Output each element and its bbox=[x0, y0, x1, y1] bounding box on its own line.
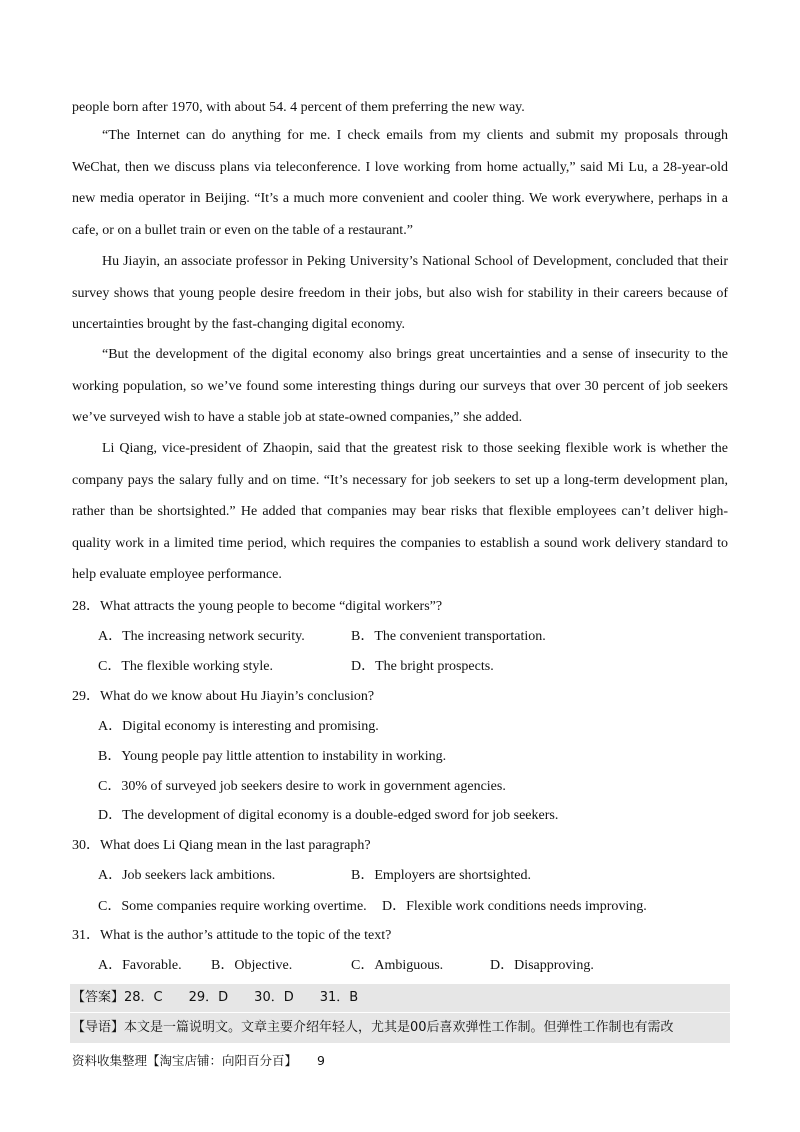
question-31-stem: 31．What is the author’s attitude to the topic of the text? bbox=[72, 928, 392, 943]
question-30-option-c: C．Some companies require working overtime. bbox=[98, 899, 367, 914]
question-29-stem: 29．What do we know about Hu Jiayin’s conclusion? bbox=[72, 689, 375, 704]
passage-paragraph-3: Hu Jiayin, an associate professor in Peking University’s National School of Development, concluded that their survey shows that young people desire freedom in their jobs, but also wish for stability in their careers because of uncertainties brought by the fast-changing digital economy. bbox=[72, 254, 728, 332]
question-29-option-b: B．Young people pay little attention to instability in working. bbox=[98, 749, 447, 764]
passage-paragraph-4: “But the development of the digital economy also brings great uncertainties and a sense of insecurity to the working population, so we’ve found some interesting things during our surveys that over 30 percent of job seekers we’ve surveyed wish to have a stable job at state-owned companies,” she added. bbox=[72, 347, 728, 425]
question-28-option-b: B．The convenient transportation. bbox=[351, 629, 546, 644]
passage-paragraph-1: people born after 1970, with about 54. 4 percent of them preferring the new way. bbox=[72, 100, 525, 115]
question-28-option-c: C．The flexible working style. bbox=[98, 659, 273, 674]
question-30-option-b: B．Employers are shortsighted. bbox=[351, 868, 532, 883]
question-31-option-a: A．Favorable. bbox=[98, 958, 182, 973]
question-29-option-a: A．Digital economy is interesting and promising. bbox=[98, 719, 379, 734]
question-28-option-a: A．The increasing network security. bbox=[98, 629, 305, 644]
guide-text: 【导语】本文是一篇说明文。文章主要介绍年轻人，尤其是00后喜欢弹性工作制。但弹性工作制也有需改 bbox=[72, 1020, 674, 1035]
passage-paragraph-5: Li Qiang, vice-president of Zhaopin, said that the greatest risk to those seeking flexible work is whether the company pays the salary fully and on time. “It’s necessary for job seekers to set up a long-term development plan, rather than be shortsighted.” He added that companies may bear risks that flexible employees can’t deliver high-quality work in a limited time period, which requires the companies to establish a sound work delivery standard to help evaluate employee performance. bbox=[72, 441, 728, 582]
question-30-option-a: A．Job seekers lack ambitions. bbox=[98, 868, 276, 883]
question-28-stem: 28．What attracts the young people to become “digital workers”? bbox=[72, 599, 443, 614]
question-30-option-d: D．Flexible work conditions needs improving. bbox=[382, 899, 647, 914]
page-number: 9 bbox=[316, 1053, 325, 1068]
question-30-stem: 30．What does Li Qiang mean in the last paragraph? bbox=[72, 838, 371, 853]
question-29-option-c: C．30% of surveyed job seekers desire to work in government agencies. bbox=[98, 779, 506, 794]
question-28-option-d: D．The bright prospects. bbox=[351, 659, 494, 674]
question-31-option-c: C．Ambiguous. bbox=[351, 958, 444, 973]
passage-paragraph-2: “The Internet can do anything for me. I check emails from my clients and submit my proposals through WeChat, then we discuss plans via teleconference. I love working from home actually,” said Mi Lu, a 28-year-old new media operator in Beijing. “It’s a much more convenient and cooler thing. We work everywhere, perhaps in a cafe, or on a bullet train or even on the table of a restaurant.” bbox=[72, 128, 728, 238]
answer-key: 【答案】28．C 29．D 30．D 31．B bbox=[72, 990, 359, 1005]
question-31-option-b: B．Objective. bbox=[211, 958, 293, 973]
question-29-option-d: D．The development of digital economy is a double-edged sword for job seekers. bbox=[98, 808, 559, 823]
page-footer bbox=[72, 1051, 325, 1069]
footer-source: 资料收集整理【淘宝店铺：向阳百分百】 bbox=[72, 1053, 298, 1068]
question-31-option-d: D．Disapproving. bbox=[490, 958, 594, 973]
